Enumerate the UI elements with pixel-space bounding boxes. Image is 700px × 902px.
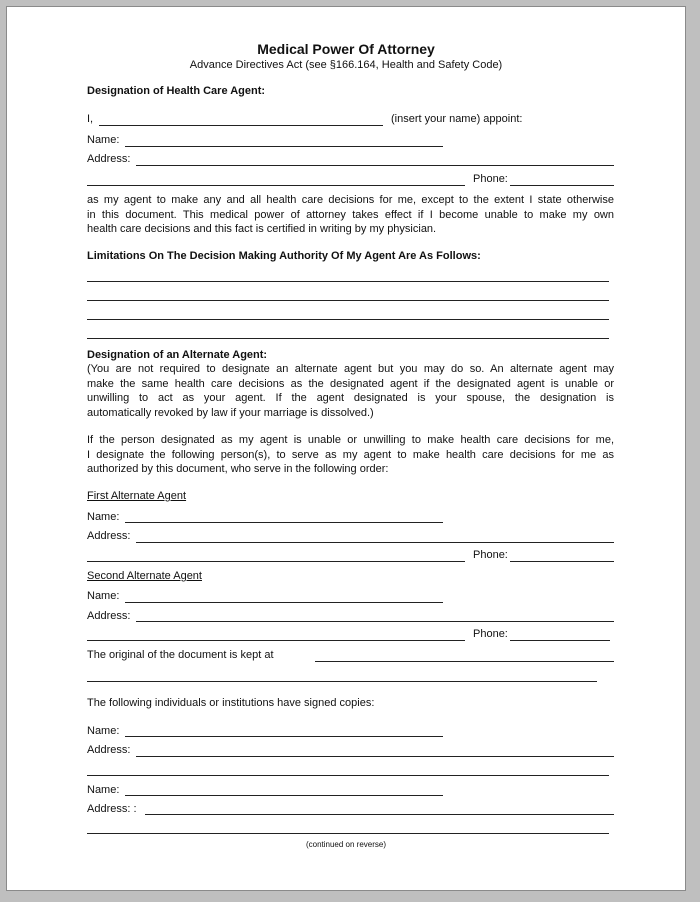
agent-paragraph-line: in this document. This medical power of attorney takes effect if I become unable to make my own <box>87 208 614 221</box>
second-alt-address-label: Address: <box>87 610 131 622</box>
agent-phone-field[interactable] <box>510 185 614 186</box>
first-alt-address-field-2[interactable] <box>87 561 465 562</box>
second-alt-phone-label: Phone: <box>473 628 508 640</box>
second-alt-address-field[interactable] <box>136 621 614 622</box>
agent-address-field-2[interactable] <box>87 185 465 186</box>
agent-paragraph-line: as my agent to make any and all health care decisions for me, except to the extent I state otherwise <box>87 194 614 206</box>
agent-paragraph-line: health care decisions and this fact is certified in writing by my physician. <box>87 223 437 236</box>
second-alternate-heading: Second Alternate Agent <box>87 570 202 582</box>
first-alt-phone-field[interactable] <box>510 561 614 562</box>
copy1-address-field-2[interactable] <box>87 775 609 776</box>
first-alt-phone-label: Phone: <box>473 549 508 561</box>
original-kept-field[interactable] <box>315 661 614 662</box>
first-alt-name-label: Name: <box>87 511 120 523</box>
limitations-line-4[interactable] <box>87 338 609 339</box>
alternate-paragraph-line: automatically revoked by law if your marriage is dissolved.) <box>87 406 374 419</box>
continued-note: (continued on reverse) <box>305 840 387 849</box>
second-alt-address-field-2[interactable] <box>87 640 465 641</box>
insert-name-label: (insert your name) appoint: <box>391 113 523 125</box>
agent-paragraph <box>87 193 614 237</box>
second-alt-phone-field[interactable] <box>510 640 610 641</box>
alternate-heading: Designation of an Alternate Agent: <box>87 349 268 361</box>
first-alt-address-label: Address: <box>87 530 131 542</box>
alternate-paragraph-line: unwilling to act as your agent. If the agent designated is your spouse, the designation is <box>87 392 614 405</box>
limitations-line-2[interactable] <box>87 300 609 301</box>
document-page <box>6 6 686 891</box>
alternate-paragraph-line: make the same health care decisions as the designated agent if the designated agent is unable or <box>87 377 614 390</box>
second-alt-name-field[interactable] <box>125 602 443 603</box>
limitations-line-1[interactable] <box>87 281 609 282</box>
copy2-address-label: Address: : <box>87 803 137 815</box>
copy1-name-label: Name: <box>87 725 120 737</box>
i-label: I, <box>87 113 94 125</box>
document-subtitle: Advance Directives Act (see §166.164, Health and Safety Code) <box>189 59 503 71</box>
agent-name-label: Name: <box>87 134 120 146</box>
second-alt-name-label: Name: <box>87 590 120 602</box>
copy2-name-label: Name: <box>87 784 120 796</box>
first-alt-name-field[interactable] <box>125 522 443 523</box>
agent-heading: Designation of Health Care Agent: <box>87 85 266 97</box>
original-kept-label: The original of the document is kept at <box>87 649 274 661</box>
agent-address-label: Address: <box>87 153 131 165</box>
alternate-paragraph-line: If the person designated as my agent is unable or unwilling to make health care decisions for me, <box>87 434 614 446</box>
alternate-paragraph-line: authorized by this document, who serve in the following order: <box>87 463 389 476</box>
original-kept-field-2[interactable] <box>87 681 597 682</box>
alternate-paragraph-1 <box>87 362 614 420</box>
alternate-paragraph-2 <box>87 433 614 477</box>
limitations-line-3[interactable] <box>87 319 609 320</box>
copy1-name-field[interactable] <box>125 736 443 737</box>
document-title: Medical Power Of Attorney <box>257 41 435 57</box>
alternate-paragraph-line: (You are not required to designate an alternate agent but you may do so. An alternate agent may <box>87 363 614 375</box>
signed-copies-heading: The following individuals or institutions have signed copies: <box>87 697 375 709</box>
copy2-address-field-2[interactable] <box>87 833 609 834</box>
agent-name-field[interactable] <box>125 146 443 147</box>
copy1-address-label: Address: <box>87 744 131 756</box>
your-name-field[interactable] <box>99 125 383 126</box>
agent-phone-label: Phone: <box>473 173 508 185</box>
copy1-address-field[interactable] <box>136 756 614 757</box>
agent-address-field[interactable] <box>136 165 614 166</box>
copy2-name-field[interactable] <box>125 795 443 796</box>
first-alt-address-field[interactable] <box>136 542 614 543</box>
limitations-heading: Limitations On The Decision Making Authority Of My Agent Are As Follows: <box>87 250 481 262</box>
copy2-address-field[interactable] <box>145 814 614 815</box>
alternate-paragraph-line: I designate the following person(s), to serve as my agent to make health care decisions for me as <box>87 448 614 461</box>
first-alternate-heading: First Alternate Agent <box>87 490 187 502</box>
